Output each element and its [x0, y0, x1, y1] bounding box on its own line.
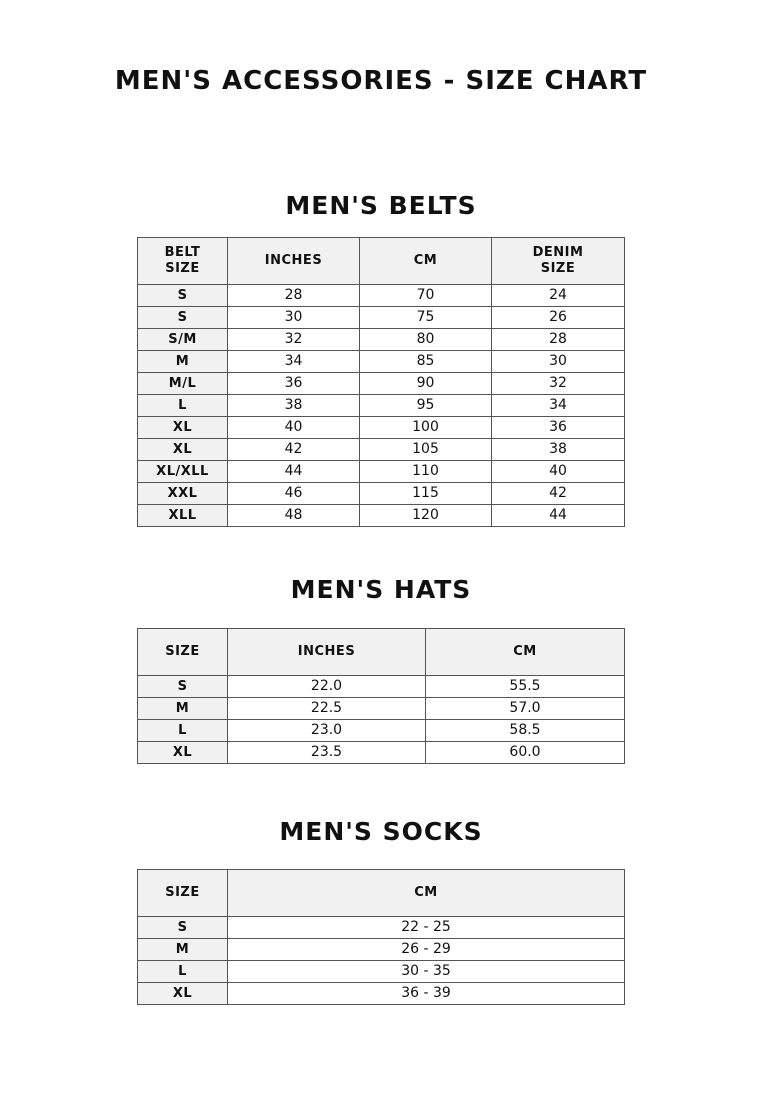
size-cell: S	[138, 917, 228, 939]
value-cell: 26	[492, 307, 625, 329]
column-header-cm: CM	[228, 870, 625, 917]
column-header-cm: CM	[426, 629, 625, 676]
column-header-belt-size: BELT SIZE	[138, 238, 228, 285]
size-cell: S	[138, 676, 228, 698]
table-row	[138, 961, 625, 983]
value-cell: 26 - 29	[228, 939, 625, 961]
table-row	[138, 395, 625, 417]
value-cell: 40	[228, 417, 360, 439]
size-cell: S	[138, 307, 228, 329]
value-cell: 60.0	[426, 742, 625, 764]
column-header-inches: INCHES	[228, 238, 360, 285]
value-cell: 30	[492, 351, 625, 373]
value-cell: 57.0	[426, 698, 625, 720]
size-cell: S/M	[138, 329, 228, 351]
value-cell: 28	[228, 285, 360, 307]
table-row	[138, 939, 625, 961]
size-cell: S	[138, 285, 228, 307]
value-cell: 105	[360, 439, 492, 461]
table-row	[138, 307, 625, 329]
column-header-size: SIZE	[138, 629, 228, 676]
size-cell: XL	[138, 742, 228, 764]
size-cell: M/L	[138, 373, 228, 395]
value-cell: 44	[228, 461, 360, 483]
table-row	[138, 373, 625, 395]
value-cell: 58.5	[426, 720, 625, 742]
value-cell: 115	[360, 483, 492, 505]
size-cell: XLL	[138, 505, 228, 527]
size-cell: L	[138, 961, 228, 983]
value-cell: 34	[492, 395, 625, 417]
table-header-row	[138, 629, 625, 676]
size-cell: XXL	[138, 483, 228, 505]
table-row	[138, 483, 625, 505]
column-header-inches: INCHES	[228, 629, 426, 676]
value-cell: 36 - 39	[228, 983, 625, 1005]
column-header-cm: CM	[360, 238, 492, 285]
page-title: MEN'S ACCESSORIES - SIZE CHART	[114, 66, 648, 96]
size-cell: L	[138, 395, 228, 417]
value-cell: 36	[492, 417, 625, 439]
value-cell: 120	[360, 505, 492, 527]
table-row	[138, 285, 625, 307]
value-cell: 70	[360, 285, 492, 307]
size-cell: XL/XLL	[138, 461, 228, 483]
value-cell: 46	[228, 483, 360, 505]
table-row	[138, 505, 625, 527]
value-cell: 38	[228, 395, 360, 417]
size-cell: M	[138, 939, 228, 961]
size-cell: M	[138, 351, 228, 373]
column-header-denim-size: DENIM SIZE	[492, 238, 625, 285]
value-cell: 42	[492, 483, 625, 505]
table-row	[138, 351, 625, 373]
value-cell: 32	[228, 329, 360, 351]
table-row	[138, 461, 625, 483]
value-cell: 110	[360, 461, 492, 483]
socks-section-title: MEN'S SOCKS	[279, 817, 483, 846]
value-cell: 38	[492, 439, 625, 461]
value-cell: 40	[492, 461, 625, 483]
table-row	[138, 698, 625, 720]
belts-size-table	[137, 237, 625, 527]
size-cell: L	[138, 720, 228, 742]
size-cell: XL	[138, 439, 228, 461]
size-cell: XL	[138, 417, 228, 439]
value-cell: 75	[360, 307, 492, 329]
value-cell: 42	[228, 439, 360, 461]
value-cell: 90	[360, 373, 492, 395]
value-cell: 55.5	[426, 676, 625, 698]
value-cell: 22.0	[228, 676, 426, 698]
value-cell: 44	[492, 505, 625, 527]
value-cell: 23.5	[228, 742, 426, 764]
value-cell: 32	[492, 373, 625, 395]
belts-section-title: MEN'S BELTS	[285, 191, 477, 220]
socks-size-table	[137, 869, 625, 1005]
value-cell: 85	[360, 351, 492, 373]
size-cell: M	[138, 698, 228, 720]
value-cell: 34	[228, 351, 360, 373]
value-cell: 22.5	[228, 698, 426, 720]
table-row	[138, 439, 625, 461]
table-row	[138, 676, 625, 698]
column-header-size: SIZE	[138, 870, 228, 917]
value-cell: 24	[492, 285, 625, 307]
value-cell: 30 - 35	[228, 961, 625, 983]
value-cell: 95	[360, 395, 492, 417]
value-cell: 23.0	[228, 720, 426, 742]
hats-size-table	[137, 628, 625, 764]
value-cell: 28	[492, 329, 625, 351]
table-row	[138, 720, 625, 742]
table-row	[138, 742, 625, 764]
value-cell: 80	[360, 329, 492, 351]
table-row	[138, 917, 625, 939]
value-cell: 30	[228, 307, 360, 329]
table-header-row	[138, 870, 625, 917]
table-header-row	[138, 238, 625, 285]
size-cell: XL	[138, 983, 228, 1005]
value-cell: 48	[228, 505, 360, 527]
hats-section-title: MEN'S HATS	[290, 575, 472, 604]
table-row	[138, 329, 625, 351]
value-cell: 100	[360, 417, 492, 439]
table-row	[138, 983, 625, 1005]
table-row	[138, 417, 625, 439]
value-cell: 22 - 25	[228, 917, 625, 939]
value-cell: 36	[228, 373, 360, 395]
